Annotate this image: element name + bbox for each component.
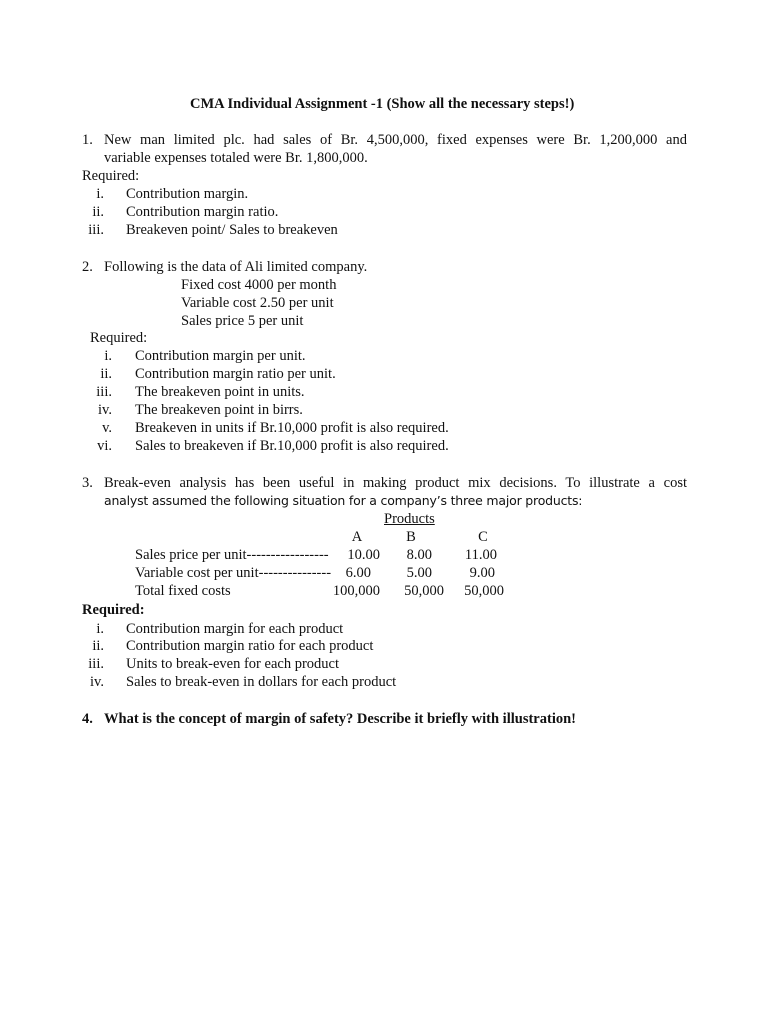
q1-required-label: Required: [82, 168, 140, 184]
q2-data-line: Variable cost 2.50 per unit [181, 295, 334, 311]
q2-item-text: The breakeven point in units. [135, 384, 305, 400]
document-title: CMA Individual Assignment -1 (Show all the necessary steps!) [190, 96, 575, 112]
table-row-label: Sales price per unit----------------- [135, 547, 329, 563]
q3-item-number: ii. [92, 638, 104, 654]
q1-item-text: Contribution margin ratio. [126, 204, 279, 220]
q3-item-text: Contribution margin ratio for each product [126, 638, 374, 654]
q2-data-line: Sales price 5 per unit [181, 313, 304, 329]
table-cell: 8.00 [406, 547, 432, 563]
q1-item-text: Breakeven point/ Sales to breakeven [126, 222, 338, 238]
q3-text-line1: Break-even analysis has been useful in making product mix decisions. To illustrate a cost [104, 475, 687, 491]
q3-required-label: Required: [82, 602, 145, 618]
products-header: Products [384, 511, 435, 527]
q1-text-line1: New man limited plc. had sales of Br. 4,500,000, fixed expenses were Br. 1,200,000 and [104, 132, 687, 148]
q3-item-number: i. [96, 621, 104, 637]
table-row-label: Total fixed costs [135, 583, 231, 599]
table-cell: 100,000 [332, 583, 380, 599]
q3-item-text: Contribution margin for each product [126, 621, 344, 637]
table-cell: 9.00 [469, 565, 495, 581]
q3-item-text: Units to break-even for each product [126, 656, 339, 672]
table-cell: 5.00 [406, 565, 432, 581]
q2-intro: Following is the data of Ali limited company. [104, 259, 368, 275]
q2-item-text: The breakeven point in birrs. [135, 402, 303, 418]
q2-data-line: Fixed cost 4000 per month [181, 277, 337, 293]
table-cell: 10.00 [347, 547, 380, 563]
q2-item-number: v. [102, 420, 112, 436]
q2-item-number: vi. [97, 438, 112, 454]
q3-item-text: Sales to break-even in dollars for each product [126, 674, 397, 690]
q1-item-text: Contribution margin. [126, 186, 249, 202]
q3-number: 3. [82, 475, 93, 491]
q2-item-number: ii. [100, 366, 112, 382]
column-header-b: B [406, 529, 416, 545]
q2-item-number: iii. [96, 384, 112, 400]
q2-item-number: iv. [98, 402, 112, 418]
q2-item-number: i. [104, 348, 112, 364]
q2-required-label: Required: [90, 330, 148, 346]
q1-item-number: i. [96, 186, 104, 202]
q3-item-number: iii. [88, 656, 104, 672]
table-cell: 11.00 [464, 547, 497, 563]
q3-text-line2: analyst assumed the following situation for a company’s three major products: [104, 493, 583, 508]
q2-item-text: Contribution margin ratio per unit. [135, 366, 336, 382]
table-cell: 50,000 [464, 583, 504, 599]
q1-item-number: iii. [88, 222, 104, 238]
q2-item-text: Sales to breakeven if Br.10,000 profit is also required. [135, 438, 449, 454]
q1-text-line2: variable expenses totaled were Br. 1,800,000. [104, 150, 368, 166]
column-header-a: A [351, 529, 363, 545]
q1-item-number: ii. [92, 204, 104, 220]
table-cell: 6.00 [345, 565, 371, 581]
q2-item-text: Breakeven in units if Br.10,000 profit is also required. [135, 420, 449, 436]
table-cell: 50,000 [404, 583, 444, 599]
q2-item-text: Contribution margin per unit. [135, 348, 306, 364]
q1-number: 1. [82, 132, 93, 148]
q3-item-number: iv. [90, 674, 104, 690]
q4-number: 4. [82, 711, 93, 727]
column-header-c: C [478, 529, 488, 545]
q2-number: 2. [82, 259, 93, 275]
table-row-label: Variable cost per unit--------------- [135, 565, 332, 581]
q4-text: What is the concept of margin of safety? Describe it briefly with illustration! [104, 711, 576, 727]
